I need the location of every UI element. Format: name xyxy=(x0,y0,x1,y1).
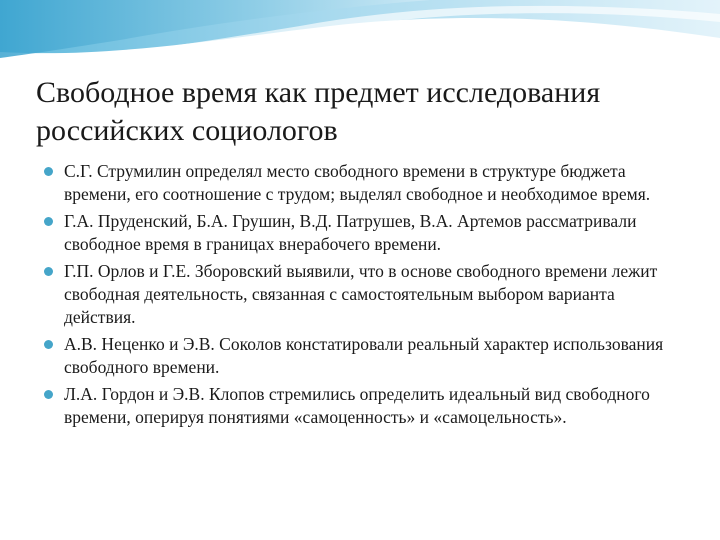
bullet-dot-icon xyxy=(44,267,53,276)
bullet-item xyxy=(40,383,690,429)
bullet-text: Г.А. Пруденский, Б.А. Грушин, В.Д. Патрушев, В.А. Артемов рассматривали свободное время в границах внерабочего времени. xyxy=(64,211,637,254)
bullet-dot-icon xyxy=(44,340,53,349)
bullet-item xyxy=(40,260,690,329)
bullet-text: А.В. Неценко и Э.В. Соколов констатировали реальный характер использования свободного времени. xyxy=(64,334,664,377)
bullet-text: С.Г. Струмилин определял место свободного времени в структуре бюджета времени, его соотношение с трудом; выделял свободное и необходимое время. xyxy=(64,161,651,204)
bullet-text: Л.А. Гордон и Э.В. Клопов стремились определить идеальный вид свободного времени, оперируя понятиями «самоценность» и «самоцельность». xyxy=(64,384,650,427)
bullet-item xyxy=(40,210,690,256)
bullet-dot-icon xyxy=(44,167,53,176)
bullet-dot-icon xyxy=(44,390,53,399)
slide-title: Свободное время как предмет исследования российских социологов xyxy=(36,76,601,147)
bullet-text: Г.П. Орлов и Г.Е. Зборовский выявили, что в основе свободного времени лежит свободная деятельность, связанная с самостоятельным выбором варианта действия. xyxy=(64,261,658,327)
bullet-list xyxy=(40,160,690,433)
bullet-item xyxy=(40,160,690,206)
bullet-dot-icon xyxy=(44,217,53,226)
bullet-item xyxy=(40,333,690,379)
